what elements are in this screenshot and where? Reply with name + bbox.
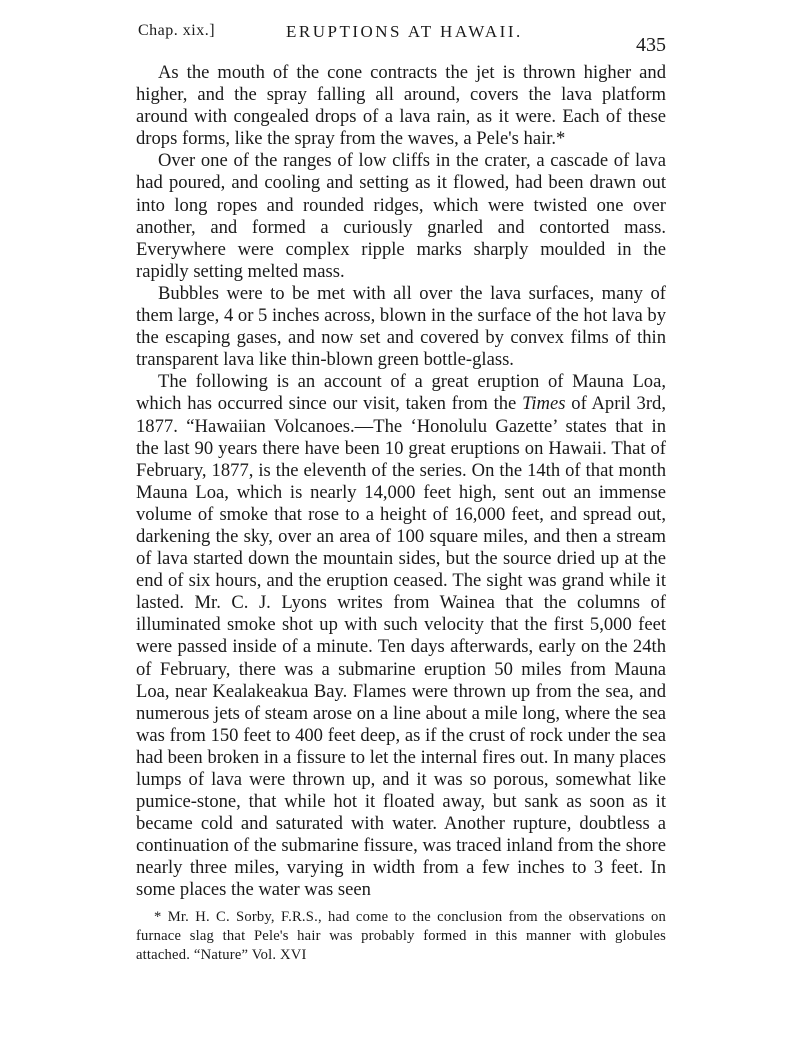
chapter-label: Chap. xix.] bbox=[138, 22, 216, 39]
page-number: 435 bbox=[636, 34, 666, 56]
paragraph bbox=[136, 371, 666, 901]
paragraph: Over one of the ranges of low cliffs in the crater, a cascade of lava had poured, and cooling and setting as it flowed, had been drawn out into long ropes and rounded ridges, which were twisted one over another, and formed a curiously gnarled and contorted mass. Everywhere were complex ripple marks sharply moulded in the rapidly setting melted mass. bbox=[136, 150, 666, 282]
paragraph: As the mouth of the cone contracts the jet is thrown higher and higher, and the spray falling all around, covers the lava platform around with congealed drops of a lava rain, as it were. Each of these drops forms, like the spray from the waves, a Pele's hair.* bbox=[136, 62, 666, 150]
newspaper-title: Times bbox=[522, 393, 566, 415]
book-page bbox=[136, 18, 666, 965]
paragraph: Bubbles were to be met with all over the lava surfaces, many of them large, 4 or 5 inches across, blown in the surface of the hot lava by the escaping gases, and now set and covered by convex films of thin transparent lava like thin-blown green bottle-glass. bbox=[136, 282, 666, 371]
footnote bbox=[136, 908, 666, 965]
paragraph-text: of April 3rd, 1877. “Hawaiian Volcanoes.—The ‘Honolulu Gazette’ states that in the last 90 years there have been 10 great eruptions on Hawaii. That of February, 1877, is the eleventh of the series. On the 14th of that month Mauna Loa, which is nearly 14,000 feet high, sent out an immense volume of smoke that rose to a height of 16,000 feet, and spread out, darkening the sky, over an area of 100 square miles, and then a stream of lava started down the mountain sides, but the source dried up at the end of six hours, and the eruption ceased. The sight was grand while it lasted. Mr. C. J. Lyons writes from Wainea that the columns of illuminated smoke shot up with such velocity that the first 5,000 feet were passed inside of a minute. Ten days afterwards, early on the 24th of February, there was a submarine eruption 50 miles from Mauna Loa, near Kealakeakua Bay. Flames were thrown up from the sea, and numerous jets of steam arose on a line about a mile long, where the sea was from 150 feet to 400 feet deep, as if the crust of rock under the sea had been broken in a fissure to let the internal fires out. In many places lumps of lava were thrown up, and it was so porous, somewhat like pumice-stone, that while hot it floated away, but sank as soon as it became cold and saturated with water. Another rupture, doubtless a continuation of the submarine fissure, was traced inland from the shore nearly three miles, varying in width from a few inches to 3 feet. In some places the water was seen bbox=[136, 393, 666, 901]
page-title: ERUPTIONS AT HAWAII. bbox=[286, 22, 523, 41]
footnote-text: * Mr. H. C. Sorby, F.R.S., had come to the conclusion from the observations on furnace slag that Pele's hair was probably formed in this manner with globules attached. “Nature” Vol. XVI bbox=[136, 908, 666, 963]
body-text bbox=[136, 62, 666, 902]
paragraph-text: The following is an account of a great eruption of Mauna Loa, which has occurred since our visit, taken from the bbox=[136, 371, 666, 415]
running-head bbox=[136, 18, 666, 56]
